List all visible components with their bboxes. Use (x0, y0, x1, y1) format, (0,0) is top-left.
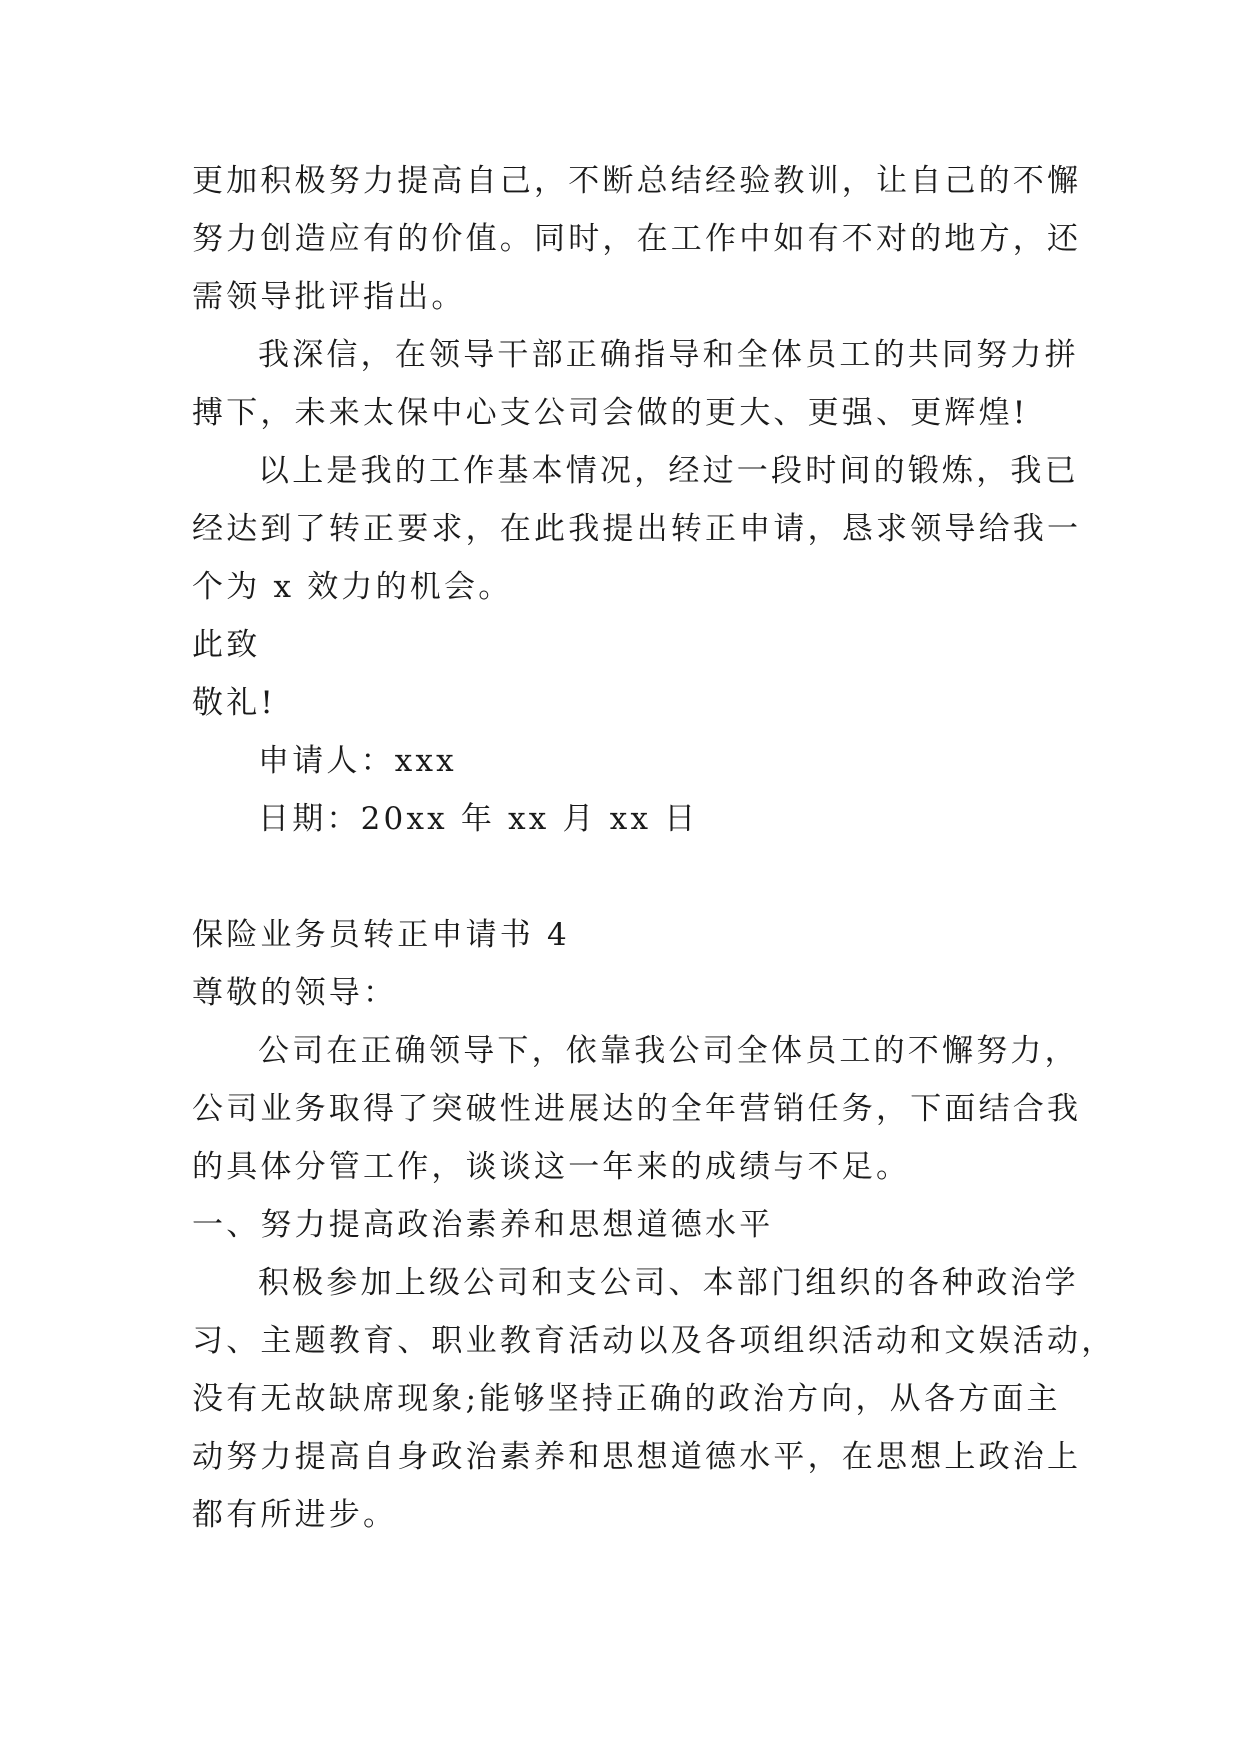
paragraph-request (192, 442, 1082, 616)
text-line: 搏下，未来太保中心支公司会做的更大、更强、更辉煌! (192, 395, 1029, 431)
text-line: 努力创造应有的价值。同时，在工作中如有不对的地方，还 (192, 221, 1082, 257)
text-line: 需领导批评指出。 (192, 279, 466, 315)
applicant-signature: 申请人：xxx (258, 743, 457, 779)
text-line: 习、主题教育、职业教育活动以及各项组织活动和文娱活动， (192, 1323, 1116, 1359)
text-line: 的具体分管工作，谈谈这一年来的成绩与不足。 (192, 1149, 911, 1185)
closing-greeting: 此致 (192, 627, 261, 663)
document-title: 保险业务员转正申请书 4 (192, 917, 570, 953)
document-page (192, 152, 1116, 1544)
signature-date: 日期：20xx 年 xx 月 xx 日 (258, 801, 699, 837)
paragraph-politics (192, 1254, 1116, 1544)
text-line: 动努力提高自身政治素养和思想道德水平，在思想上政治上 (192, 1439, 1082, 1475)
text-line: 经达到了转正要求，在此我提出转正申请，恳求领导给我一 (192, 511, 1082, 547)
salutation: 尊敬的领导： (192, 975, 398, 1011)
text-line: 积极参加上级公司和支公司、本部门组织的各种政治学 (258, 1265, 1079, 1301)
closing-salute: 敬礼! (192, 685, 277, 721)
text-line: 个为 x 效力的机会。 (192, 569, 513, 605)
section-gap (192, 848, 1056, 906)
text-line: 公司业务取得了突破性进展达的全年营销任务，下面结合我 (192, 1091, 1082, 1127)
text-line: 都有所进步。 (192, 1497, 398, 1533)
paragraph-continuation (192, 152, 1082, 326)
text-line: 更加积极努力提高自己，不断总结经验教训，让自己的不懈 (192, 163, 1082, 199)
text-line: 以上是我的工作基本情况，经过一段时间的锻炼，我已 (258, 453, 1079, 489)
section-heading: 一、努力提高政治素养和思想道德水平 (192, 1207, 774, 1243)
text-line: 我深信，在领导干部正确指导和全体员工的共同努力拼 (258, 337, 1079, 373)
text-line: 没有无故缺席现象;能够坚持正确的政治方向，从各方面主 (192, 1381, 1061, 1417)
paragraph-belief (192, 326, 1079, 442)
text-line: 公司在正确领导下，依靠我公司全体员工的不懈努力， (258, 1033, 1079, 1069)
paragraph-intro (192, 1022, 1082, 1196)
